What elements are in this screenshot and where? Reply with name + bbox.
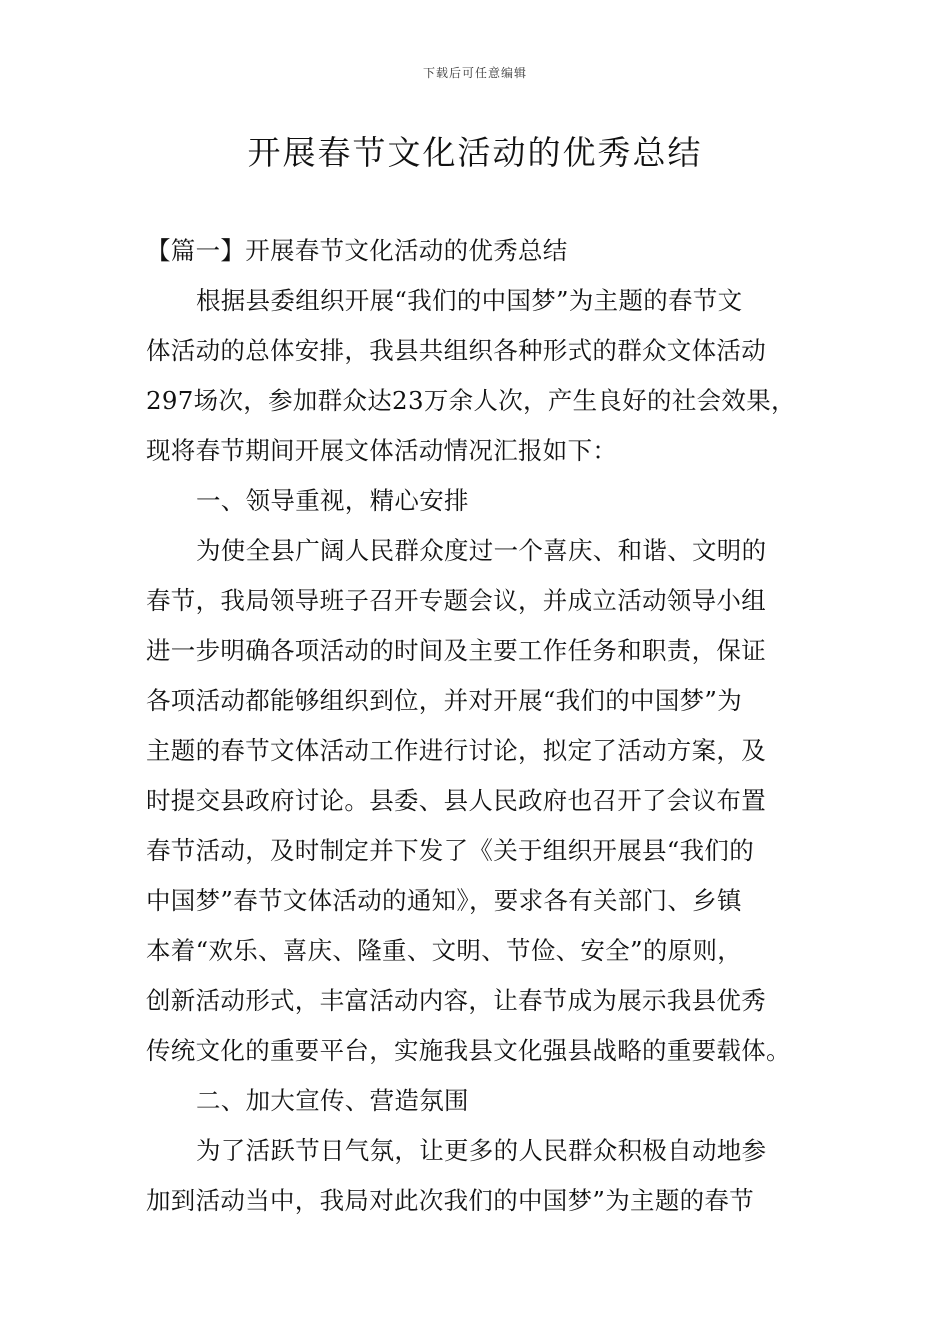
text-line: 传统文化的重要平台，实施我县文化强县战略的重要载体。 bbox=[146, 1036, 791, 1065]
text-line: 二、加大宣传、营造氛围 bbox=[196, 1086, 469, 1115]
text-line: 春节活动，及时制定并下发了《关于组织开展县“我们的 bbox=[146, 836, 755, 865]
text-line: 现将春节期间开展文体活动情况汇报如下： bbox=[146, 436, 618, 465]
text-line: 各项活动都能够组织到位，并对开展“我们的中国梦”为 bbox=[146, 686, 743, 715]
text-line: 中国梦”春节文体活动的通知》，要求各有关部门、乡镇 bbox=[146, 886, 742, 915]
text-line: 创新活动形式，丰富活动内容，让春节成为展示我县优秀 bbox=[146, 986, 766, 1015]
text-line: 本着“欢乐、喜庆、隆重、文明、节俭、安全”的原则， bbox=[146, 936, 743, 965]
text-line: 进一步明确各项活动的时间及主要工作任务和职责，保证 bbox=[146, 636, 766, 665]
paragraph-lines bbox=[146, 276, 814, 1226]
text-line: 根据县委组织开展“我们的中国梦”为主题的春节文 bbox=[196, 286, 743, 315]
text-line: 体活动的总体安排，我县共组织各种形式的群众文体活动 bbox=[146, 336, 766, 365]
text-line: 时提交县政府讨论。县委、县人民政府也召开了会议布置 bbox=[146, 786, 766, 815]
text-line: 一、领导重视，精心安排 bbox=[196, 486, 469, 515]
text-line: 春节，我局领导班子召开专题会议，并成立活动领导小组 bbox=[146, 586, 766, 615]
text-line: 加到活动当中，我局对此次我们的中国梦”为主题的春节 bbox=[146, 1186, 755, 1215]
document-title: 开展春节文化活动的优秀总结 bbox=[247, 133, 703, 172]
section-heading: 【篇一】开展春节文化活动的优秀总结 bbox=[146, 236, 568, 265]
document-body bbox=[146, 226, 814, 1226]
text-line: 主题的春节文体活动工作进行讨论，拟定了活动方案，及 bbox=[146, 736, 766, 765]
text-line: 为使全县广阔人民群众度过一个喜庆、和谐、文明的 bbox=[196, 536, 767, 565]
text-line: 为了活跃节日气氛，让更多的人民群众积极自动地参 bbox=[196, 1136, 767, 1165]
text-line: 297场次，参加群众达23万余人次，产生良好的社会效果， bbox=[146, 386, 796, 415]
header-note: 下载后可任意编辑 bbox=[422, 66, 527, 80]
